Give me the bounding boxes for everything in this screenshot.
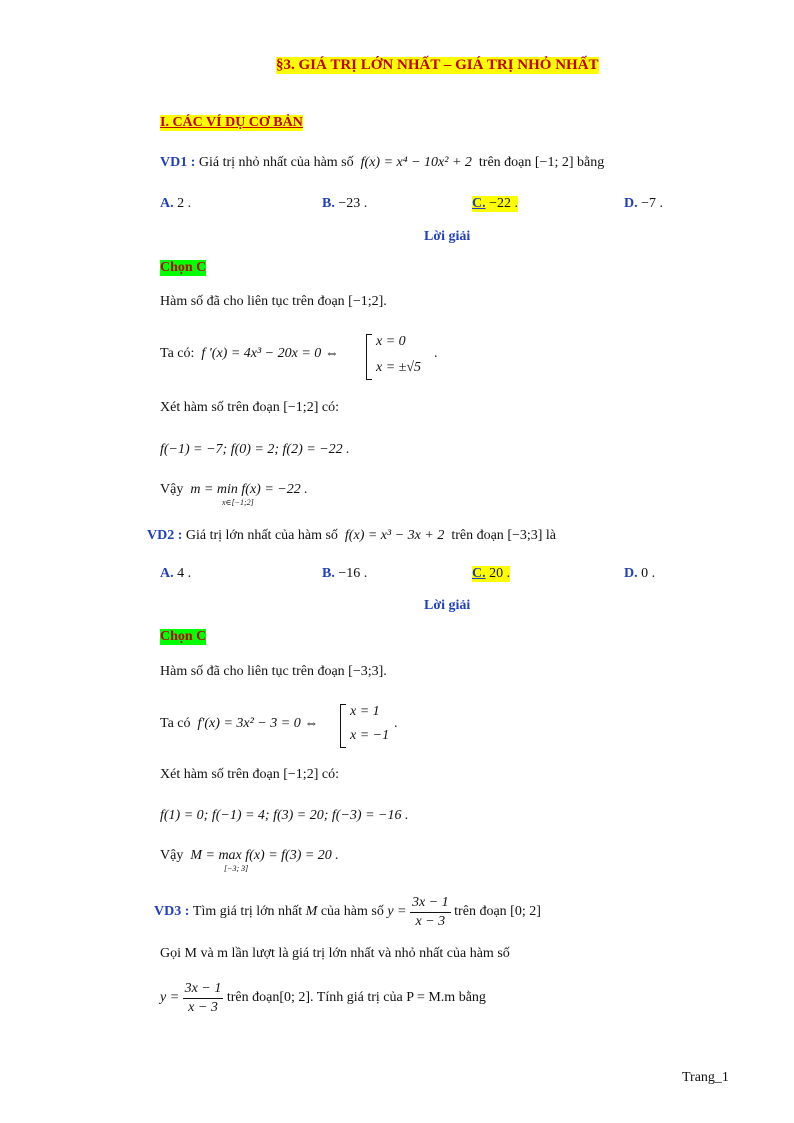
vd2-question-text: Giá trị lớn nhất của hàm số bbox=[185, 528, 338, 543]
vd3-tail: trên đoạn bbox=[454, 904, 507, 919]
line-prefix: Vậy bbox=[160, 848, 184, 863]
vd1-line1: Hàm số đã cho liên tục trên đoạn [−1;2]. bbox=[160, 294, 387, 309]
option-key: B. bbox=[322, 196, 335, 211]
vd2-line4: f(1) = 0; f(−1) = 4; f(3) = 20; f(−3) = −16 . bbox=[160, 808, 409, 823]
option-key: B. bbox=[322, 566, 335, 581]
vd2-choose: Chọn C bbox=[160, 629, 207, 644]
vd1-line4: f(−1) = −7; f(0) = 2; f(2) = −22 . bbox=[160, 442, 350, 457]
vd2-interval: [−3;3] bbox=[507, 528, 543, 543]
vd1-function: f(x) = x⁴ − 10x² + 2 bbox=[360, 155, 472, 170]
vd1-interval: [−1; 2] bbox=[534, 155, 574, 170]
option-value: −23 . bbox=[338, 196, 368, 211]
vd1-system bbox=[366, 334, 436, 380]
line-prefix: Vậy bbox=[160, 482, 184, 497]
vd2-system bbox=[340, 704, 400, 748]
option-value: −7 . bbox=[641, 196, 664, 211]
fraction-denominator: x − 3 bbox=[188, 999, 218, 1015]
vd2-solution-title: Lời giải bbox=[424, 598, 471, 613]
option-value: 20 . bbox=[489, 566, 511, 581]
option-value: 0 . bbox=[641, 566, 656, 581]
vd3-interval: [0; 2] bbox=[510, 904, 541, 919]
vd2-option-a bbox=[160, 566, 191, 582]
vd3-fraction bbox=[410, 894, 451, 931]
vd1-option-a bbox=[160, 196, 191, 212]
option-key: A. bbox=[160, 196, 174, 211]
vd2-mid: trên đoạn bbox=[451, 528, 504, 543]
section-heading: I. CÁC VÍ DỤ CƠ BẢN bbox=[160, 115, 303, 130]
page-title: §3. GIÁ TRỊ LỚN NHẤT – GIÁ TRỊ NHỎ NHẤT bbox=[276, 57, 599, 73]
page-number: Trang_1 bbox=[682, 1070, 729, 1085]
vd2-line2 bbox=[160, 716, 318, 732]
option-key: A. bbox=[160, 566, 174, 581]
vd2-option-b bbox=[322, 566, 367, 582]
option-value: −16 . bbox=[338, 566, 368, 581]
vd3-y: y = bbox=[387, 904, 407, 919]
fraction-numerator: 3x − 1 bbox=[410, 894, 451, 913]
extra-line2 bbox=[160, 978, 486, 1018]
vd1-option-d bbox=[624, 196, 663, 212]
vd2-question bbox=[147, 528, 556, 544]
system-eq-2: x = ±√5 bbox=[376, 360, 422, 375]
system-eq-1: x = 0 bbox=[376, 334, 406, 349]
extra-y: y = bbox=[160, 990, 180, 1005]
fraction-denominator: x − 3 bbox=[415, 913, 446, 929]
vd1-line3: Xét hàm số trên đoạn [−1;2] có: bbox=[160, 400, 339, 415]
line-prefix: Ta có: bbox=[160, 346, 195, 361]
vd2-line3: Xét hàm số trên đoạn [−1;2] có: bbox=[160, 767, 339, 782]
system-bracket bbox=[340, 704, 346, 748]
equation: M = max f(x) = f(3) = 20 . bbox=[190, 848, 339, 863]
equation: f'(x) = 3x² − 3 = 0 ⇔ bbox=[197, 716, 319, 731]
option-key: D. bbox=[624, 566, 638, 581]
vd1-solution-title: Lời giải bbox=[424, 229, 471, 244]
vd3-question-text: Tìm giá trị lớn nhất bbox=[192, 904, 303, 919]
system-eq-1: x = 1 bbox=[350, 704, 380, 719]
system-bracket bbox=[366, 334, 372, 380]
period: . bbox=[434, 346, 438, 361]
extra-fraction bbox=[183, 980, 224, 1017]
vd2-line1: Hàm số đã cho liên tục trên đoạn [−3;3]. bbox=[160, 664, 387, 679]
vd2-max-subscript: [−3; 3] bbox=[224, 864, 249, 873]
line-prefix: Ta có bbox=[160, 716, 191, 731]
vd1-option-b bbox=[322, 196, 367, 212]
vd1-min-subscript: x∈[−1;2] bbox=[222, 498, 254, 507]
option-value: 4 . bbox=[177, 566, 192, 581]
equation: f '(x) = 4x³ − 20x = 0 ⇔ bbox=[201, 346, 339, 361]
vd2-line5 bbox=[160, 848, 339, 864]
extra-line1: Gọi M và m lần lượt là giá trị lớn nhất và nhỏ nhất của hàm số bbox=[160, 946, 510, 961]
period: . bbox=[394, 716, 398, 731]
vd1-question-text: Giá trị nhỏ nhất của hàm số bbox=[198, 155, 354, 170]
vd1-question bbox=[160, 155, 604, 171]
equation: m = min f(x) = −22 . bbox=[190, 482, 308, 497]
vd3-mid: của hàm số bbox=[320, 904, 384, 919]
vd2-function: f(x) = x³ − 3x + 2 bbox=[344, 528, 445, 543]
vd3-var: M bbox=[305, 904, 318, 919]
vd3-label: VD3 : bbox=[154, 904, 190, 919]
vd1-choose: Chọn C bbox=[160, 260, 207, 275]
option-key: C. bbox=[472, 566, 486, 581]
vd2-option-d bbox=[624, 566, 655, 582]
system-eq-2: x = −1 bbox=[350, 728, 390, 743]
vd1-mid: trên đoạn bbox=[478, 155, 532, 170]
vd2-option-c bbox=[472, 566, 510, 582]
option-value: 2 . bbox=[177, 196, 192, 211]
vd1-line2 bbox=[160, 346, 339, 362]
vd2-label: VD2 : bbox=[147, 528, 183, 543]
option-key: C. bbox=[472, 196, 486, 211]
option-key: D. bbox=[624, 196, 638, 211]
fraction-numerator: 3x − 1 bbox=[183, 980, 224, 999]
option-value: −22 . bbox=[489, 196, 519, 211]
vd2-tail: là bbox=[545, 528, 557, 543]
vd1-option-c bbox=[472, 196, 518, 212]
vd1-tail: bằng bbox=[577, 155, 605, 170]
vd3-question bbox=[154, 892, 541, 932]
vd1-line5 bbox=[160, 482, 308, 498]
vd1-label: VD1 : bbox=[160, 155, 196, 170]
extra-tail: trên đoạn[0; 2]. Tính giá trị của P = M.m bằng bbox=[226, 990, 486, 1005]
